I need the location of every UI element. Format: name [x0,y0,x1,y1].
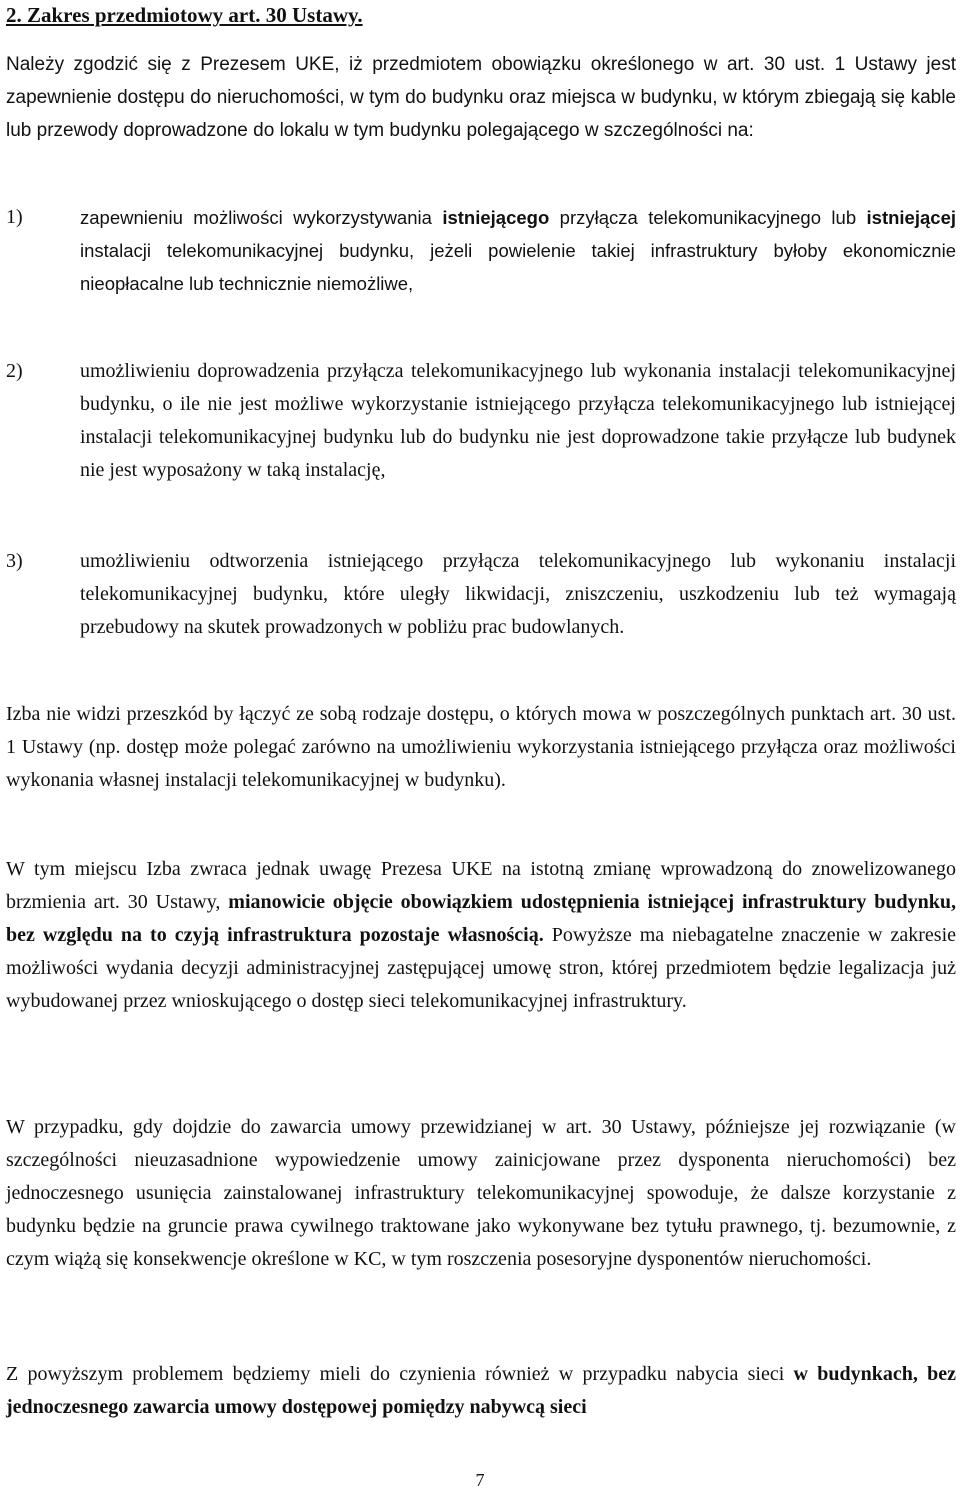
list-item-number: 2) [6,360,23,382]
list-item-number: 1) [6,206,23,228]
page-number: 7 [475,1470,485,1490]
emphasis-obligation: mianowicie objęcie obowiązkiem udostępnienia istniejącej infrastruktury budynku, bez względu na to czyją infrastruktura pozostaje własnością. [6,891,957,946]
emphasis-existing-installation: istniejącej [866,207,956,228]
list-item-text: zapewnieniu możliwości wykorzystywania istniejącego przyłącza telekomunikacyjnego lub istniejącej instalacji telekomunikacyjnej budynku, jeżeli powielenie takiej infrastruktury byłoby ekonomicznie nieopłacalne lub technicznie niemożliwe, [80,207,956,294]
paragraph-umowa: W przypadku, gdy dojdzie do zawarcia umowy przewidzianej w art. 30 Ustawy, późniejsze jej rozwiązanie (w szczególności nieuzasadnione wypowiedzenie umowy zainicjowane przez dysponenta nieruchomości) bez jednoczesnego usunięcia zainstalowanej infrastruktury telekomunikacyjnej spowoduje, że dalsze korzystanie z budynku będzie na gruncie prawa cywilnego traktowane jako wykonywane bez tytułu prawnego, tj. bezumownie, z czym wiążą się konsekwencje określone w KC, w tym roszczenia posesoryjne dysponentów nieruchomości. [6,1116,956,1270]
section-heading: 2. Zakres przedmiotowy art. 30 Ustawy. [6,3,363,27]
intro-paragraph: Należy zgodzić się z Prezesem UKE, iż przedmiotem obowiązku określonego w art. 30 ust. 1 Ustawy jest zapewnienie dostępu do nieruchomości, w tym do budynku oraz miejsca w budynku, w którym zbiegają się kable lub przewody doprowadzone do lokalu w tym budynku polegającego w szczególności na: [6,54,956,141]
emphasis-existing: istniejącego [442,207,550,228]
emphasis-buildings: w budynkach, bez jednoczesnego zawarcia umowy dostępowej pomiędzy nabywcą sieci [6,1363,957,1418]
paragraph-problem: Z powyższym problemem będziemy mieli do czynienia również w przypadku nabycia sieci w budynkach, bez jednoczesnego zawarcia umowy dostępowej pomiędzy nabywcą sieci [6,1363,957,1418]
list-item-number: 3) [6,550,23,572]
list-item-text: umożliwieniu odtworzenia istniejącego przyłącza telekomunikacyjnego lub wykonaniu instalacji telekomunikacyjnej budynku, które uległy likwidacji, zniszczeniu, uszkodzeniu lub też wymagają przebudowy na skutek prowadzonych w pobliżu prac budowlanych. [80,550,956,638]
list-item-text: umożliwieniu doprowadzenia przyłącza telekomunikacyjnego lub wykonania instalacji telekomunikacyjnej budynku, o ile nie jest możliwe wykorzystanie istniejącego przyłącza telekomunikacyjnego lub istniejącej instalacji telekomunikacyjnej budynku lub do budynku nie jest doprowadzone takie przyłącze lub budynek nie jest wyposażony w taką instalację, [80,360,956,481]
paragraph-izba: Izba nie widzi przeszkód by łączyć ze sobą rodzaje dostępu, o których mowa w poszczególnych punktach art. 30 ust. 1 Ustawy (np. dostęp może polegać zarówno na umożliwieniu wykorzystania istniejącego przyłącza oraz możliwości wykonania własnej instalacji telekomunikacyjnej w budynku). [6,703,956,791]
paragraph-uwaga: W tym miejscu Izba zwraca jednak uwagę Prezesa UKE na istotną zmianę wprowadzoną do znowelizowanego brzmienia art. 30 Ustawy, mianowicie objęcie obowiązkiem udostępnienia istniejącej infrastruktury budynku, bez względu na to czyją infrastruktura pozostaje własnością. Powyższe ma niebagatelne znaczenie w zakresie możliwości wydania decyzji administracyjnej zastępującej umowę stron, której przedmiotem będzie legalizacja już wybudowanej przez wnioskującego o dostęp sieci telekomunikacyjnej infrastruktury. [6,858,957,1012]
